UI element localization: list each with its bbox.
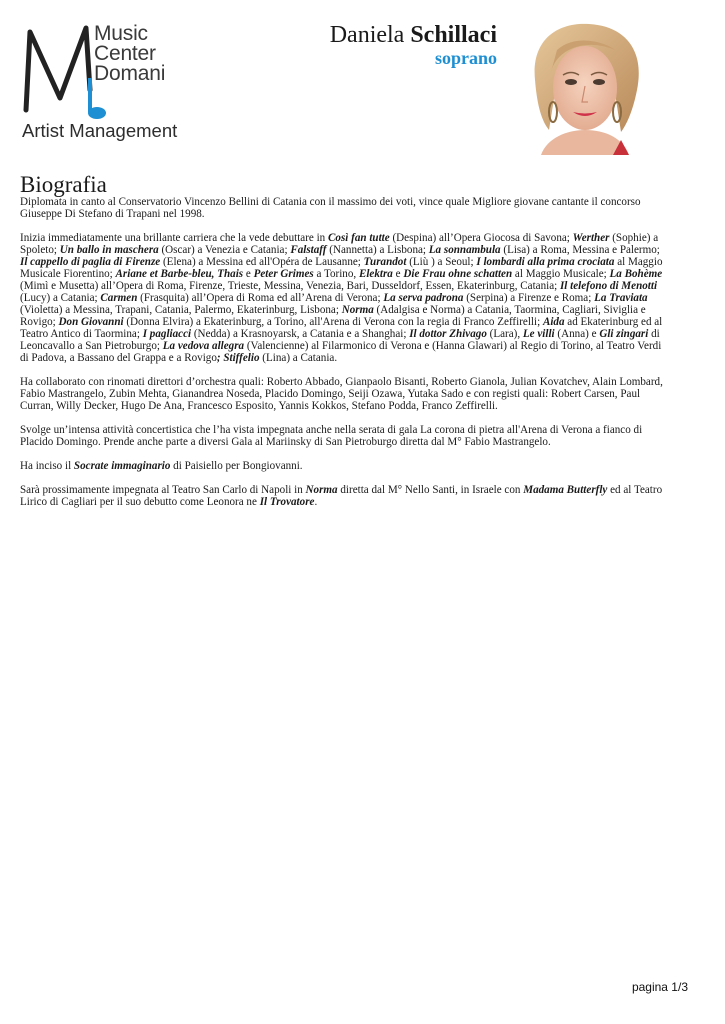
bio-text-run: Ha collaborato con rinomati direttori d’orchestra quali: Roberto Abbado, Gianpaolo Bisanti, Roberto Gianola, Julian Kovatchev, Alain Lombard, Fabio Mastrangelo, Zubin Mehta, Gianandrea Noseda, Placido Domingo, Seiji Ozawa, Yutaka Sado e con registi quali: Robert Carsen, Paul Curran, Willy Decker, Hugo De Ana, Francesco Esposito, Yannis Kokkos, Stefano Podda, Franco Zeffirelli. xyxy=(20,376,663,412)
bio-text-run: (Lisa) a Roma, Messina e Palermo; xyxy=(500,244,660,256)
work-title: Norma xyxy=(305,484,338,496)
bio-text-run: (Despina) all’Opera Giocosa di Savona; xyxy=(389,232,573,244)
bio-paragraph xyxy=(20,424,665,448)
voice-type: soprano xyxy=(434,48,497,68)
bio-text-run: (Liù ) a Seoul; xyxy=(406,256,477,268)
work-title: I lombardi alla prima crociata xyxy=(476,256,615,268)
logo-word-center: Center xyxy=(94,42,156,65)
work-title: Ariane et Barbe-bleu, Thais xyxy=(115,268,244,280)
work-title: Il cappello di paglia di Firenze xyxy=(20,256,161,268)
bio-text-run: (Anna) e xyxy=(554,328,600,340)
logo-word-domani: Domani xyxy=(94,62,166,85)
work-title: Werther xyxy=(572,232,610,244)
bio-text-run: (Lara), xyxy=(486,328,523,340)
section-title-biografia: Biografia xyxy=(20,172,107,197)
bio-text-run: al Maggio Musicale; xyxy=(512,268,610,280)
work-title: La Bohème xyxy=(609,268,663,280)
work-title: Così fan tutte xyxy=(328,232,390,244)
bio-text-run: e xyxy=(243,268,254,280)
bio-text-run: Ha inciso il xyxy=(20,460,74,472)
work-title: Die Frau ohne schatten xyxy=(403,268,513,280)
bio-text-run: (Lucy) a Catania; xyxy=(20,292,101,304)
bio-text-run: ed al Teatro Lirico di Cagliari per il suo debutto come Leonora ne xyxy=(20,484,663,508)
work-title: Turandot xyxy=(363,256,407,268)
bio-text-run: (Nedda) a Krasnoyarsk, a Catania e a Shanghai; xyxy=(191,328,410,340)
biography-text xyxy=(20,196,665,520)
bio-text-run: (Donna Elvira) a Ekaterinburg, a Torino, all'Arena di Verona con la regia di Franco Zeffirelli; xyxy=(123,316,543,328)
artist-name xyxy=(330,22,497,49)
bio-text-run: al Maggio Musicale Fiorentino; xyxy=(20,256,663,280)
work-title: ; Stiffelio xyxy=(216,352,260,364)
work-title: I pagliacci xyxy=(142,328,192,340)
bio-paragraph xyxy=(20,484,665,508)
work-title: Peter Grimes xyxy=(253,268,314,280)
work-title: Elektra xyxy=(358,268,393,280)
work-title: Un ballo in maschera xyxy=(59,244,159,256)
bio-text-run: (Lina) a Catania. xyxy=(259,352,338,364)
work-title: Gli zingari xyxy=(599,328,649,340)
work-title: La vedova allegra xyxy=(162,340,245,352)
logo-tagline: Artist Management xyxy=(22,120,178,141)
logo-word-music: Music xyxy=(94,22,148,45)
bio-text-run: (Mimì e Musetta) all’Opera di Roma, Firenze, Trieste, Messina, Venezia, Bari, Dusseldorf, Essen, Ekaterinburg, Catania; xyxy=(20,280,560,292)
bio-text-run: a Torino, xyxy=(313,268,359,280)
artist-first-name: Daniela xyxy=(329,22,405,48)
work-title: La Traviata xyxy=(594,292,648,304)
work-title: Il dottor Zhivago xyxy=(409,328,487,340)
bio-paragraph xyxy=(20,196,665,220)
bio-text-run: (Sophie) a Spoleto; xyxy=(20,232,659,256)
bio-text-run: e xyxy=(392,268,404,280)
bio-text-run: Sarà prossimamente impegnata al Teatro San Carlo di Napoli in xyxy=(20,484,306,496)
work-title: Don Giovanni xyxy=(58,316,124,328)
work-title: Il telefono di Menotti xyxy=(559,280,658,292)
bio-text-run: (Valencienne) al Filarmonico di Verona e (Hanna Glawari) al Regio di Torino, al Teatro Verdi di Padova, a Bassano del Grappa e a Rovigo xyxy=(20,340,662,364)
bio-paragraph xyxy=(20,376,665,412)
work-title: Carmen xyxy=(100,292,138,304)
bio-text-run: (Serpina) a Firenze e Roma; xyxy=(463,292,595,304)
work-title: Aida xyxy=(542,316,565,328)
artist-last-name: Schillaci xyxy=(410,22,497,48)
bio-text-run: diretta dal M° Nello Santi, in Israele con xyxy=(337,484,524,496)
artist-portrait xyxy=(517,20,654,155)
work-title: Madama Butterfly xyxy=(523,484,608,496)
bio-text-run: ad Ekaterinburg ed al Teatro Antico di Taormina; xyxy=(20,316,663,340)
bio-text-run: (Frasquita) all’Opera di Roma ed all’Arena di Verona; xyxy=(137,292,384,304)
work-title: Falstaff xyxy=(290,244,327,256)
bio-text-run: di Leoncavallo a San Pietroburgo; xyxy=(20,328,660,352)
bio-paragraph xyxy=(20,232,665,364)
work-title: La sonnambula xyxy=(428,244,501,256)
bio-text-run: . xyxy=(314,496,318,508)
bio-text-run: (Violetta) a Messina, Trapani, Catania, Palermo, Ekaterinburg, Lisbona; xyxy=(20,304,342,316)
bio-text-run: (Adalgisa e Norma) a Catania, Taormina, Cagliari, Siviglia e Rovigo; xyxy=(20,304,646,328)
bio-text-run: (Oscar) a Venezia e Catania; xyxy=(158,244,291,256)
bio-text-run: Diplomata in canto al Conservatorio Vincenzo Bellini di Catania con il massimo dei voti, vince quale Migliore giovane cantante il concorso Giuseppe Di Stefano di Trapani nel 1998. xyxy=(20,196,641,220)
bio-text-run: Inizia immediatamente una brillante carriera che la vede debuttare in xyxy=(20,232,329,244)
work-title: Le villi xyxy=(522,328,555,340)
page-number: pagina 1/3 xyxy=(631,980,688,994)
work-title: Socrate immaginario xyxy=(73,460,171,472)
bio-text-run: Svolge un’intensa attività concertistica che l’ha vista impegnata anche nella serata di gala La corona di pietra all'Arena di Verona a fianco di Placido Domingo. Prende anche parte a diversi Gala al Mariinsky di San Pietroburgo diretta dal M° Fabio Mastrangelo. xyxy=(20,424,643,448)
bio-paragraph xyxy=(20,460,665,472)
portrait-image xyxy=(517,20,654,155)
work-title: Norma xyxy=(341,304,374,316)
work-title: Il Trovatore xyxy=(259,496,315,508)
bio-text-run: (Elena) a Messina ed all'Opéra de Lausanne; xyxy=(160,256,364,268)
bio-text-run: di Paisiello per Bongiovanni. xyxy=(170,460,303,472)
music-center-domani-logo xyxy=(18,20,198,145)
bio-text-run: (Nannetta) a Lisbona; xyxy=(326,244,429,256)
work-title: La serva padrona xyxy=(383,292,464,304)
